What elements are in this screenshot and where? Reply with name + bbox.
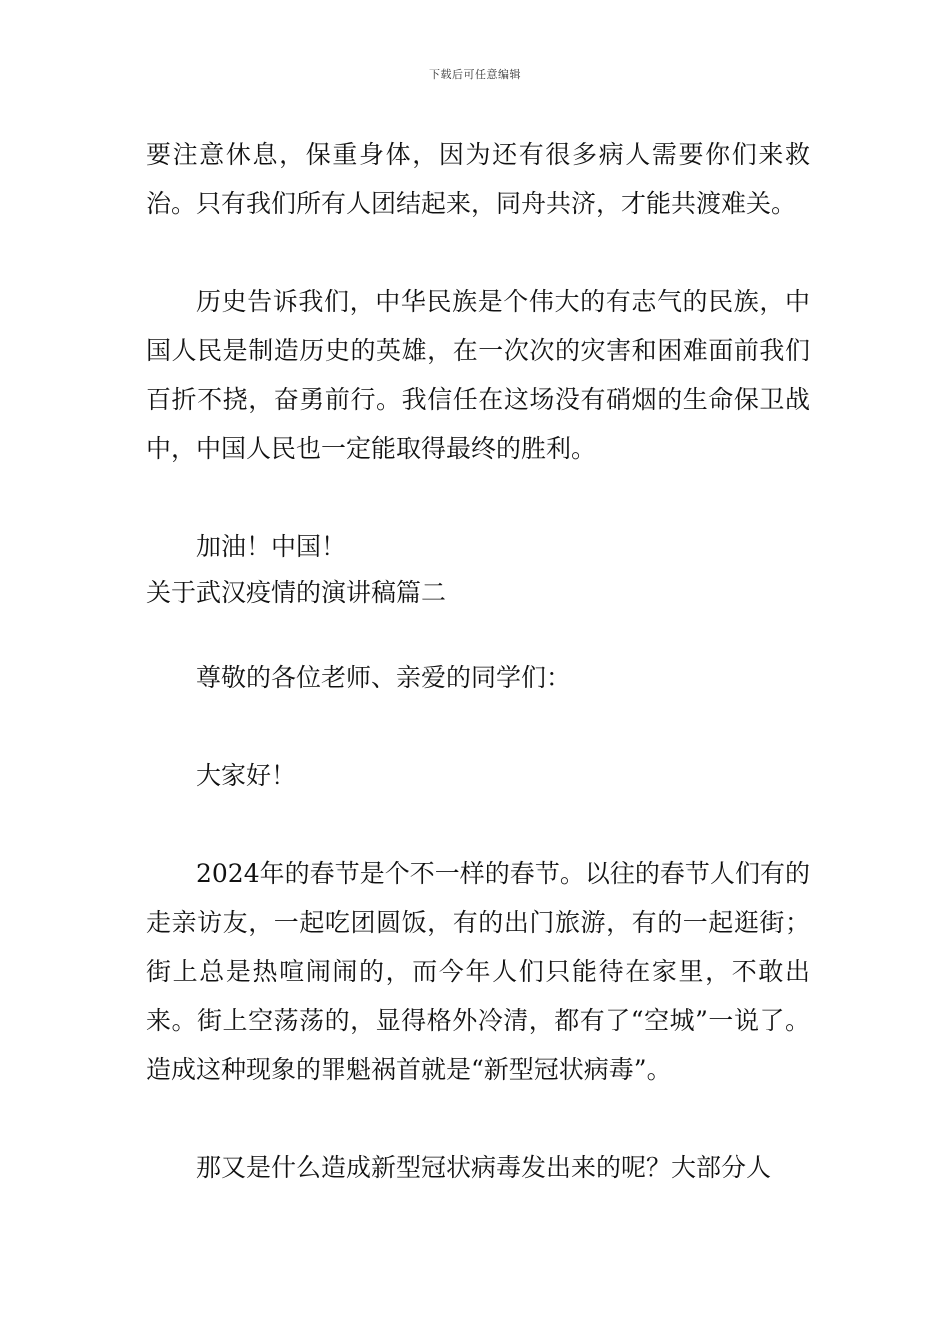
paragraph-1: 要注意休息，保重身体，因为还有很多病人需要你们来救治。只有我们所有人团结起来，同舟共济，才能共渡难关。 <box>146 140 810 218</box>
paragraph-5: 大家好！ <box>196 761 297 790</box>
paragraph-3: 加油！中国！ <box>196 532 347 561</box>
paragraph-6: 2024年的春节是个不一样的春节。以往的春节人们有的走亲访友，一起吃团圆饭，有的出门旅游，有的一起逛街；街上总是热喧闹闹的，而今年人们只能待在家里，不敢出来。街上空荡荡的，显得格外冷清，都有了“空城”一说了。造成这种现象的罪魁祸首就是“新型冠状病毒”。 <box>146 859 810 1084</box>
paragraph-7: 那又是什么造成新型冠状病毒发出来的呢？大部分人 <box>196 1153 772 1182</box>
page-header: 下载后可任意编辑 <box>429 68 521 81</box>
section-title: 关于武汉疫情的演讲稿篇二 <box>146 578 447 607</box>
paragraph-4: 尊敬的各位老师、亲爱的同学们： <box>196 663 572 692</box>
paragraph-2: 历史告诉我们，中华民族是个伟大的有志气的民族，中国人民是制造历史的英雄，在一次次的灾害和困难面前我们百折不挠，奋勇前行。我信任在这场没有硝烟的生命保卫战中，中国人民也一定能取得最终的胜利。 <box>146 287 810 463</box>
document-body <box>146 130 810 1192</box>
